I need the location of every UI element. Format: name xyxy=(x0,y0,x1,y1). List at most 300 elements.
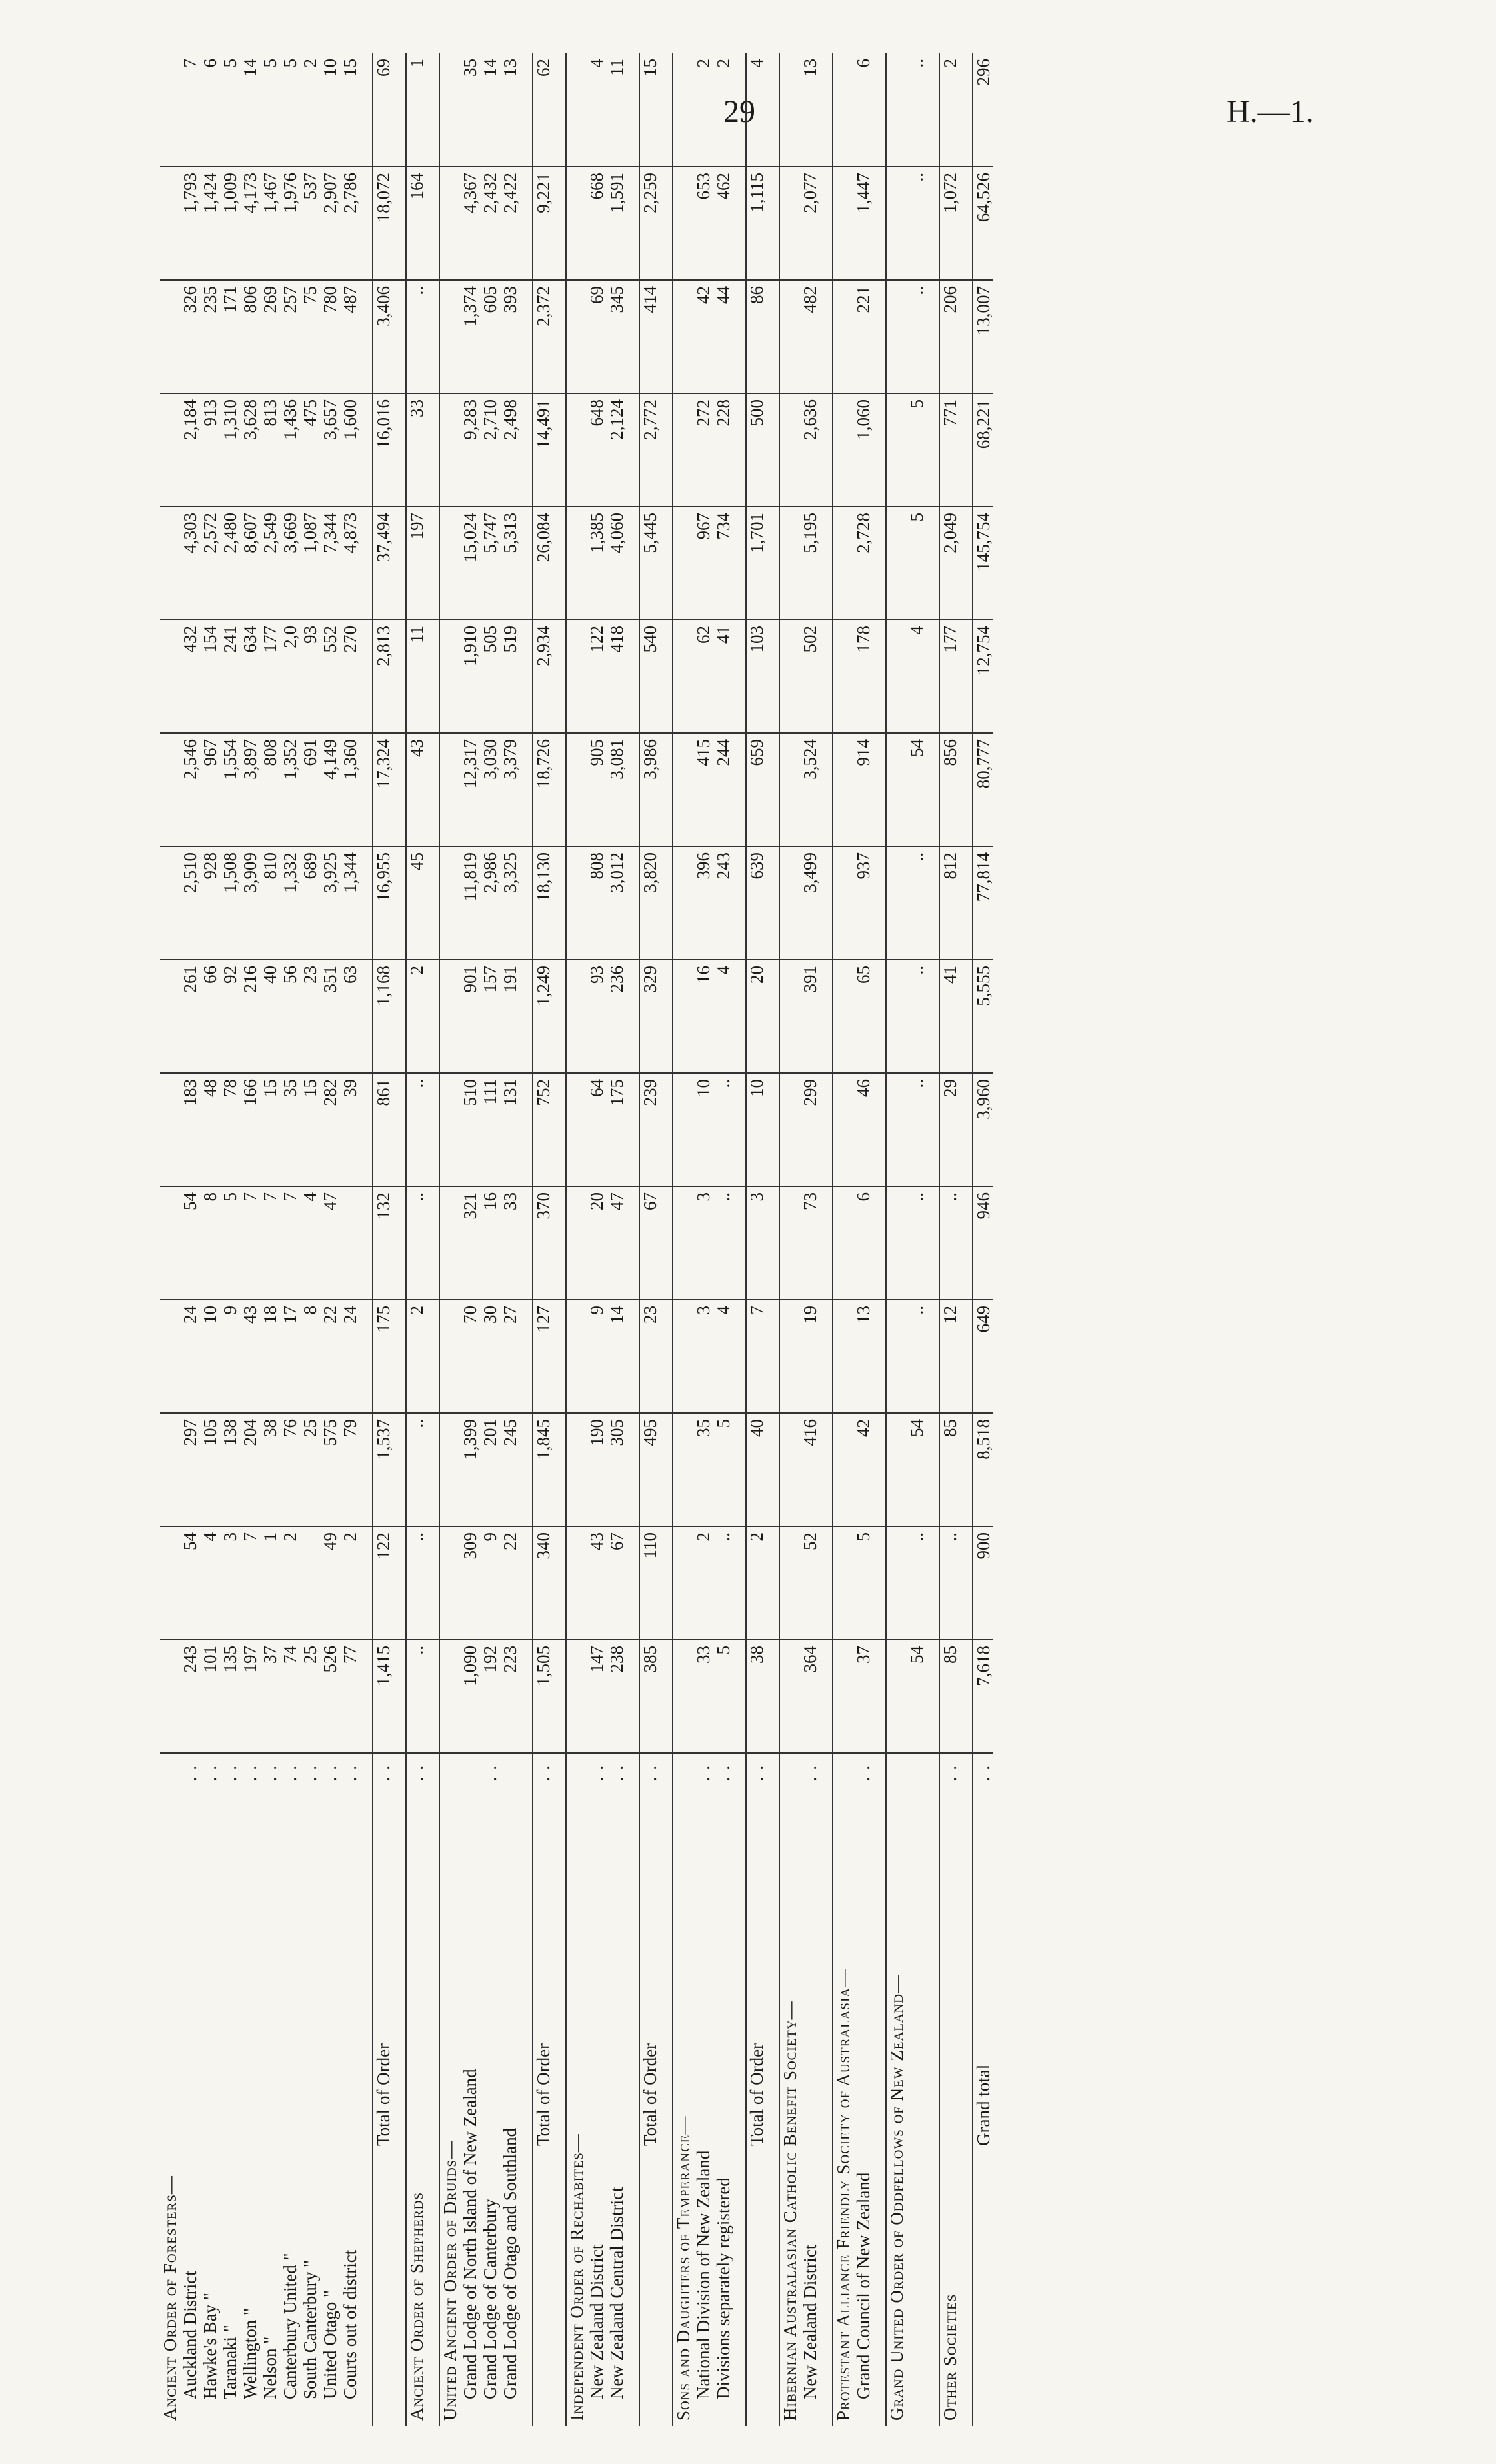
value-cell: 3,925 xyxy=(320,846,340,960)
section-row xyxy=(939,53,960,2426)
value-cell xyxy=(660,1640,673,1753)
row-label xyxy=(660,1753,673,2426)
value-cell: 43 xyxy=(240,1300,260,1413)
value-cell: 43 xyxy=(406,733,427,846)
row-label xyxy=(587,1753,607,2426)
value-cell: 1,352 xyxy=(280,733,300,846)
value-cell xyxy=(660,960,673,1073)
value-cell: .. xyxy=(907,846,927,960)
value-cell xyxy=(733,1073,746,1186)
value-cell: 11 xyxy=(607,53,627,167)
value-cell: 2,124 xyxy=(607,393,627,507)
value-cell xyxy=(439,167,460,280)
value-cell: 8,607 xyxy=(240,507,260,620)
value-cell: 25 xyxy=(300,1413,320,1526)
value-cell xyxy=(360,1526,373,1640)
value-cell xyxy=(520,960,533,1073)
value-cell: 80,777 xyxy=(973,733,993,846)
value-cell xyxy=(927,620,939,733)
value-cell xyxy=(566,393,587,507)
value-cell xyxy=(960,846,973,960)
value-cell xyxy=(160,620,180,733)
value-cell xyxy=(439,960,460,1073)
value-cell: 1,072 xyxy=(939,167,960,280)
value-cell: 235 xyxy=(200,280,220,393)
section-title-row xyxy=(886,53,907,2426)
value-cell xyxy=(873,1526,886,1640)
value-cell xyxy=(767,960,779,1073)
value-cell: 37,494 xyxy=(373,507,393,620)
value-cell: 73 xyxy=(800,1186,820,1300)
value-cell xyxy=(833,53,853,167)
value-cell xyxy=(833,1186,853,1300)
row-label xyxy=(180,1753,200,2426)
row-label-text: South Canterbury " xyxy=(300,2260,320,2399)
value-cell xyxy=(886,280,907,393)
value-cell: 9 xyxy=(480,1526,500,1640)
value-cell: 416 xyxy=(800,1413,820,1526)
leader-dots: .. xyxy=(280,1759,300,1782)
value-cell: 37 xyxy=(853,1640,873,1753)
value-cell: 967 xyxy=(200,733,220,846)
value-cell xyxy=(520,393,533,507)
value-cell: 78 xyxy=(220,1073,240,1186)
value-cell: 257 xyxy=(280,280,300,393)
value-cell xyxy=(873,393,886,507)
value-cell: 157 xyxy=(480,960,500,1073)
value-cell: 15 xyxy=(639,53,660,167)
row-label-text: Ancient Order of Shepherds xyxy=(407,2191,427,2421)
value-cell: 15 xyxy=(340,53,360,167)
value-cell: 1,115 xyxy=(746,167,767,280)
value-cell: 93 xyxy=(300,620,320,733)
value-cell xyxy=(520,507,533,620)
value-cell xyxy=(960,53,973,167)
value-cell: 475 xyxy=(300,393,320,507)
value-cell: 9,221 xyxy=(533,167,553,280)
value-cell xyxy=(873,1413,886,1526)
value-cell: 105 xyxy=(200,1413,220,1526)
value-cell xyxy=(566,960,587,1073)
value-cell xyxy=(160,846,180,960)
leader-dots: .. xyxy=(260,1759,280,1782)
section-title-row xyxy=(439,53,460,2426)
value-cell xyxy=(886,960,907,1073)
row-label xyxy=(746,1753,767,2426)
value-cell: 166 xyxy=(240,1073,260,1186)
value-cell: 63 xyxy=(340,960,360,1073)
value-cell xyxy=(733,167,746,280)
value-cell: 241 xyxy=(220,620,240,733)
value-cell: .. xyxy=(907,960,927,1073)
value-cell: 6 xyxy=(853,1186,873,1300)
value-cell xyxy=(427,53,439,167)
value-cell xyxy=(360,507,373,620)
value-cell xyxy=(520,620,533,733)
value-cell: 3 xyxy=(693,1186,713,1300)
value-cell: 1,910 xyxy=(460,620,480,733)
spacer-row xyxy=(360,53,373,2426)
row-label xyxy=(779,1753,800,2426)
value-cell: 8 xyxy=(200,1186,220,1300)
value-cell xyxy=(833,167,853,280)
value-cell: 171 xyxy=(220,280,240,393)
value-cell xyxy=(960,167,973,280)
value-cell: 15 xyxy=(300,1073,320,1186)
value-cell: 7 xyxy=(260,1186,280,1300)
value-cell xyxy=(393,1073,406,1186)
value-cell xyxy=(627,280,639,393)
value-cell: 305 xyxy=(607,1413,627,1526)
value-cell: 414 xyxy=(639,280,660,393)
value-cell xyxy=(779,960,800,1073)
value-cell: 38 xyxy=(746,1640,767,1753)
value-cell: .. xyxy=(907,53,927,167)
value-cell: 3,325 xyxy=(500,846,520,960)
spacer-row xyxy=(427,53,439,2426)
value-cell xyxy=(160,1073,180,1186)
value-cell: 2 xyxy=(406,960,427,1073)
value-cell xyxy=(427,280,439,393)
value-cell xyxy=(566,1300,587,1413)
value-cell: 54 xyxy=(907,1413,927,1526)
value-cell: 19 xyxy=(800,1300,820,1413)
value-cell: 79 xyxy=(340,1413,360,1526)
value-cell: .. xyxy=(713,1073,733,1186)
value-cell: 10 xyxy=(693,1073,713,1186)
row-label xyxy=(320,1753,340,2426)
value-cell: 243 xyxy=(713,846,733,960)
value-cell: 2,546 xyxy=(180,733,200,846)
value-cell: 9 xyxy=(220,1300,240,1413)
value-cell: 62 xyxy=(693,620,713,733)
leader-dots: .. xyxy=(973,1759,993,1782)
value-cell xyxy=(886,167,907,280)
value-cell: 14,491 xyxy=(533,393,553,507)
value-cell: 653 xyxy=(693,167,713,280)
section-title-row xyxy=(566,53,587,2426)
value-cell: 145,754 xyxy=(973,507,993,620)
value-cell: 86 xyxy=(746,280,767,393)
value-cell: 4 xyxy=(200,1526,220,1640)
value-cell: 1,249 xyxy=(533,960,553,1073)
value-cell xyxy=(873,507,886,620)
value-cell: 10 xyxy=(746,1073,767,1186)
value-cell xyxy=(160,393,180,507)
value-cell xyxy=(553,1640,566,1753)
value-cell: 7 xyxy=(180,53,200,167)
value-cell: 364 xyxy=(800,1640,820,1753)
value-cell xyxy=(660,1526,673,1640)
row-label-text: Grand total xyxy=(973,2064,993,2146)
value-cell: 62 xyxy=(533,53,553,167)
section-row xyxy=(406,53,427,2426)
row-label xyxy=(907,1753,927,2426)
value-cell: 16,955 xyxy=(373,846,393,960)
value-cell xyxy=(439,620,460,733)
value-cell: 16 xyxy=(480,1186,500,1300)
value-cell xyxy=(767,507,779,620)
value-cell xyxy=(553,53,566,167)
value-cell xyxy=(820,846,833,960)
row-label-text: Grand Council of New Zealand xyxy=(853,2172,873,2399)
leader-dots: .. xyxy=(320,1759,340,1782)
value-cell: 26,084 xyxy=(533,507,553,620)
value-cell xyxy=(673,1526,693,1640)
value-cell: 18,072 xyxy=(373,167,393,280)
row-label xyxy=(939,1753,960,2426)
value-cell: 67 xyxy=(639,1186,660,1300)
value-cell xyxy=(960,393,973,507)
value-cell xyxy=(673,733,693,846)
value-cell: 1,845 xyxy=(533,1413,553,1526)
row-label xyxy=(300,1753,320,2426)
value-cell: 4 xyxy=(587,53,607,167)
leader-dots: .. xyxy=(373,1759,393,1782)
value-cell xyxy=(767,280,779,393)
value-cell xyxy=(660,1300,673,1413)
value-cell: 1,399 xyxy=(460,1413,480,1526)
value-cell: 223 xyxy=(500,1640,520,1753)
row-label-text: Total of Order xyxy=(533,2043,553,2146)
leader-dots: .. xyxy=(640,1759,660,1782)
value-cell: 537 xyxy=(300,167,320,280)
value-cell: 1,447 xyxy=(853,167,873,280)
value-cell: 272 xyxy=(693,393,713,507)
value-cell: 178 xyxy=(853,620,873,733)
value-cell xyxy=(733,1413,746,1526)
row-label xyxy=(639,1753,660,2426)
row-label-text: Total of Order xyxy=(373,2043,393,2146)
value-cell xyxy=(833,1300,853,1413)
value-cell xyxy=(820,53,833,167)
value-cell xyxy=(733,507,746,620)
value-cell xyxy=(660,1413,673,1526)
value-cell: 18,726 xyxy=(533,733,553,846)
value-cell xyxy=(927,280,939,393)
row-label-text: United Otago " xyxy=(320,2290,340,2399)
data-row xyxy=(500,53,520,2426)
value-cell: 752 xyxy=(533,1073,553,1186)
value-cell xyxy=(553,280,566,393)
value-cell xyxy=(779,53,800,167)
value-cell: 1 xyxy=(406,53,427,167)
value-cell: 191 xyxy=(500,960,520,1073)
value-cell xyxy=(927,960,939,1073)
value-cell: 432 xyxy=(180,620,200,733)
value-cell xyxy=(779,507,800,620)
total-row xyxy=(373,53,393,2426)
row-label-text: Hawke's Bay " xyxy=(200,2293,220,2399)
leader-dots: .. xyxy=(853,1759,873,1782)
value-cell xyxy=(779,1526,800,1640)
value-cell xyxy=(627,960,639,1073)
value-cell: 261 xyxy=(180,960,200,1073)
value-cell: 270 xyxy=(340,620,360,733)
value-cell xyxy=(439,733,460,846)
row-label-text: New Zealand District xyxy=(800,2244,820,2399)
value-cell: 4 xyxy=(300,1186,320,1300)
value-cell: 7 xyxy=(280,1186,300,1300)
value-cell xyxy=(767,733,779,846)
value-cell xyxy=(833,1526,853,1640)
value-cell xyxy=(360,1073,373,1186)
row-label xyxy=(566,1753,587,2426)
value-cell xyxy=(733,1640,746,1753)
row-label xyxy=(853,1753,873,2426)
row-label xyxy=(693,1753,713,2426)
value-cell xyxy=(673,960,693,1073)
value-cell xyxy=(886,620,907,733)
value-cell: 122 xyxy=(373,1526,393,1640)
value-cell: 3,657 xyxy=(320,393,340,507)
value-cell: 5 xyxy=(713,1413,733,1526)
value-cell: 216 xyxy=(240,960,260,1073)
value-cell: 68,221 xyxy=(973,393,993,507)
value-cell: 391 xyxy=(800,960,820,1073)
value-cell xyxy=(733,1300,746,1413)
value-cell xyxy=(886,1186,907,1300)
value-cell: 296 xyxy=(973,53,993,167)
value-cell: 552 xyxy=(320,620,340,733)
value-cell: 44 xyxy=(713,280,733,393)
value-cell xyxy=(160,1526,180,1640)
data-row xyxy=(240,53,260,2426)
value-cell: 77,814 xyxy=(973,846,993,960)
data-row xyxy=(607,53,627,2426)
row-label-text: Grand Lodge of North Island of New Zealand xyxy=(460,2069,480,2399)
value-cell xyxy=(873,1073,886,1186)
value-cell: 510 xyxy=(460,1073,480,1186)
value-cell xyxy=(393,1526,406,1640)
value-cell xyxy=(673,1186,693,1300)
value-cell: 15,024 xyxy=(460,507,480,620)
value-cell xyxy=(393,1413,406,1526)
value-cell: 24 xyxy=(180,1300,200,1413)
value-cell xyxy=(733,733,746,846)
value-cell: 49 xyxy=(320,1526,340,1640)
value-cell: 244 xyxy=(713,733,733,846)
value-cell: 396 xyxy=(693,846,713,960)
value-cell xyxy=(960,507,973,620)
value-cell: 500 xyxy=(746,393,767,507)
data-row xyxy=(460,53,480,2426)
value-cell: 2,986 xyxy=(480,846,500,960)
value-cell: 1,360 xyxy=(340,733,360,846)
grand-total-row xyxy=(973,53,993,2426)
row-label xyxy=(673,1753,693,2426)
value-cell: 2,480 xyxy=(220,507,240,620)
value-cell xyxy=(960,1640,973,1753)
value-cell xyxy=(779,846,800,960)
value-cell xyxy=(927,846,939,960)
value-cell: 393 xyxy=(500,280,520,393)
value-cell: 69 xyxy=(373,53,393,167)
value-cell: .. xyxy=(713,1526,733,1640)
value-cell xyxy=(427,1186,439,1300)
value-cell: 175 xyxy=(373,1300,393,1413)
value-cell: 1,467 xyxy=(260,167,280,280)
row-label-text: Ancient Order of Foresters— xyxy=(160,2175,180,2421)
value-cell xyxy=(553,1186,566,1300)
value-cell: 1,600 xyxy=(340,393,360,507)
row-label xyxy=(200,1753,220,2426)
value-cell: 41 xyxy=(713,620,733,733)
value-cell: 10 xyxy=(320,53,340,167)
value-cell: 1,310 xyxy=(220,393,240,507)
value-cell: 3,909 xyxy=(240,846,260,960)
value-cell: 3,820 xyxy=(639,846,660,960)
value-cell: 4 xyxy=(713,1300,733,1413)
value-cell xyxy=(520,1640,533,1753)
value-cell xyxy=(767,620,779,733)
value-cell: 7 xyxy=(240,1186,260,1300)
data-row xyxy=(480,53,500,2426)
value-cell: 135 xyxy=(220,1640,240,1753)
value-cell: 1,009 xyxy=(220,167,240,280)
value-cell: 65 xyxy=(853,960,873,1073)
value-cell: 7,618 xyxy=(973,1640,993,1753)
value-cell: 47 xyxy=(320,1186,340,1300)
value-cell: 1,344 xyxy=(340,846,360,960)
value-cell: 5 xyxy=(220,53,240,167)
value-cell: 648 xyxy=(587,393,607,507)
value-cell xyxy=(427,733,439,846)
value-cell xyxy=(886,507,907,620)
value-cell: 634 xyxy=(240,620,260,733)
value-cell: 482 xyxy=(800,280,820,393)
value-cell: .. xyxy=(406,280,427,393)
value-cell: 17,324 xyxy=(373,733,393,846)
value-cell: 689 xyxy=(300,846,320,960)
value-cell xyxy=(779,280,800,393)
value-cell xyxy=(960,280,973,393)
value-cell: 111 xyxy=(480,1073,500,1186)
value-cell xyxy=(566,280,587,393)
value-cell: 20 xyxy=(746,960,767,1073)
value-cell xyxy=(627,1526,639,1640)
value-cell xyxy=(360,1186,373,1300)
value-cell xyxy=(439,1526,460,1640)
value-cell xyxy=(873,1640,886,1753)
value-cell: 204 xyxy=(240,1413,260,1526)
value-cell: 138 xyxy=(220,1413,240,1526)
value-cell xyxy=(360,1300,373,1413)
value-cell xyxy=(767,53,779,167)
value-cell xyxy=(779,393,800,507)
value-cell xyxy=(553,1300,566,1413)
value-cell: 1 xyxy=(260,1526,280,1640)
value-cell xyxy=(767,1300,779,1413)
row-label xyxy=(553,1753,566,2426)
value-cell: 15 xyxy=(260,1073,280,1186)
data-row xyxy=(853,53,873,2426)
value-cell: 147 xyxy=(587,1640,607,1753)
value-cell xyxy=(520,1526,533,1640)
row-label xyxy=(973,1753,993,2426)
value-cell xyxy=(393,733,406,846)
value-cell xyxy=(439,280,460,393)
value-cell xyxy=(340,1186,360,1300)
value-cell xyxy=(886,1073,907,1186)
value-cell: 11,819 xyxy=(460,846,480,960)
value-cell: 38 xyxy=(260,1413,280,1526)
row-label xyxy=(733,1753,746,2426)
leader-dots: .. xyxy=(587,1759,607,1782)
value-cell: 495 xyxy=(639,1413,660,1526)
value-cell: 70 xyxy=(460,1300,480,1413)
row-label xyxy=(406,1753,427,2426)
